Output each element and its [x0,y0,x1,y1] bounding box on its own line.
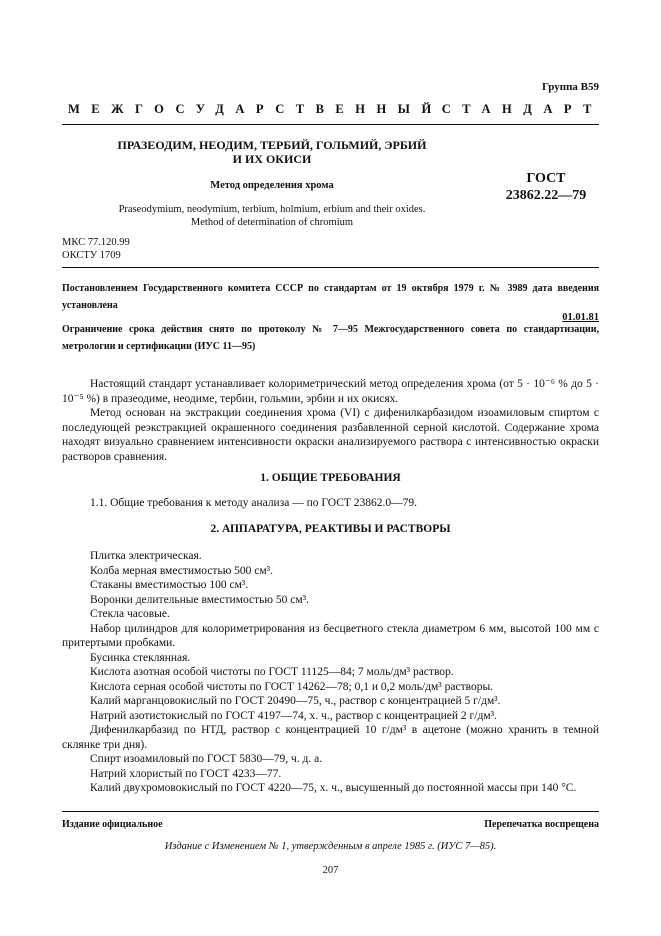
okstu-code: ОКСТУ 1709 [62,250,121,261]
page-number: 207 [322,865,339,876]
group-code: Группа В59 [541,81,599,93]
list-item: Дифенилкарбазид по НТД, раствор с концентрацией 10 г/дм³ в ацетоне (можно хранить в темной склянке три дня). [62,724,599,751]
section-1-text: 1.1. Общие требования к методу анализа — по ГОСТ 23862.0—79. [90,497,418,509]
header-rule [62,124,599,125]
footer-rule [62,811,599,812]
gost-number: 23862.22—79 [505,188,587,203]
title-line-1: ПРАЗЕОДИМ, НЕОДИМ, ТЕРБИЙ, ГОЛЬМИЙ, ЭРБИЙ [117,138,427,152]
english-title-line-2: Method of determination of chromium [190,217,354,228]
list-item: Натрий азотистокислый по ГОСТ 4197—74, х. ч., раствор с концентрацией 2 г/дм³. [90,709,497,722]
english-title-line-1: Praseodymium, neodymium, terbium, holmium, erbium and their oxides. [118,204,426,215]
list-item: Натрий хлористый по ГОСТ 4233—77. [90,767,282,780]
list-item: Воронки делительные вместимостью 50 см³. [90,593,309,606]
official-edition-label: Издание официальное [62,819,163,830]
intro-paragraph-2: Метод основан на экстракции соединения хрома (VI) с дифенилкарбазидом изоамиловым спиртом с последующей реэкстракцией окрашенного соединения разбавленной серной кислотой. Содержание хрома находят визуально сравнением интенсивности окраски анализируемого раствора с интенсивностью окраски растворов сравнения. [62,407,599,463]
section-1-heading: 1. ОБЩИЕ ТРЕБОВАНИЯ [260,472,401,484]
section-2-list [62,549,599,796]
subtitle: Метод определения хрома [210,180,334,191]
list-item: Спирт изоамиловый по ГОСТ 5830—79, ч. д. а. [90,753,323,765]
list-item: Набор цилиндров для колориметрирования из бесцветного стекла диаметром 6 мм, высотой 100 мм с притертыми пробками. [62,622,599,649]
reprint-prohibited-label: Перепечатка воспрещена [484,819,599,830]
list-item: Калий двухромовокислый по ГОСТ 4220—75, х. ч., высушенный до постоянной массы при 140 °С. [90,782,577,794]
intro [62,377,599,464]
intro-paragraph-1: Настоящий стандарт устанавливает колориметрический метод определения хрома (от 5 · 10⁻⁶ % до 5 · 10⁻⁵ %) в празеодиме, неодиме, тербии, гольмии, эрбии и их окисях. [62,378,599,405]
header-interstate: МЕЖГОСУДАРСТВЕННЫЙ [68,102,443,116]
codes-rule [62,267,599,268]
decree-date: 01.01.81 [562,312,599,323]
section-1 [62,496,599,511]
list-item: Кислота азотная особой чистоты по ГОСТ 11125—84; 7 моль/дм³ раствор. [90,666,454,678]
list-item: Плитка электрическая. [90,550,202,562]
mks-code: МКС 77.120.99 [62,237,130,248]
amendment-note: Издание с Изменением № 1, утвержденным в апреле 1985 г. (ИУС 7—85). [164,841,497,852]
decree-text: Постановлением Государственного комитета СССР по стандартам от 19 октября 1979 г. № 3989 дата введения установлена [62,283,599,311]
header-standard: СТАНДАРТ [441,102,603,116]
section-2-heading: 2. АППАРАТУРА, РЕАКТИВЫ И РАСТВОРЫ [210,523,451,535]
list-item: Стаканы вместимостью 100 см³. [90,579,249,591]
restriction-text: Ограничение срока действия снято по протоколу № 7—95 Межгосударственного совета по стандартизации, метрологии и сертификации (ИУС 11—95) [62,324,599,352]
list-item: Бусинка стеклянная. [90,651,191,664]
gost-label: ГОСТ [526,171,566,186]
title-line-2: И ИХ ОКИСИ [232,152,312,166]
list-item: Калий марганцовокислый по ГОСТ 20490—75, ч., раствор с концентрацией 5 г/дм³. [90,695,501,707]
list-item: Колба мерная вместимостью 500 см³. [90,564,273,577]
list-item: Кислота серная особой чистоты по ГОСТ 14262—78; 0,1 и 0,2 моль/дм³ растворы. [90,680,494,693]
list-item: Стекла часовые. [90,608,170,620]
